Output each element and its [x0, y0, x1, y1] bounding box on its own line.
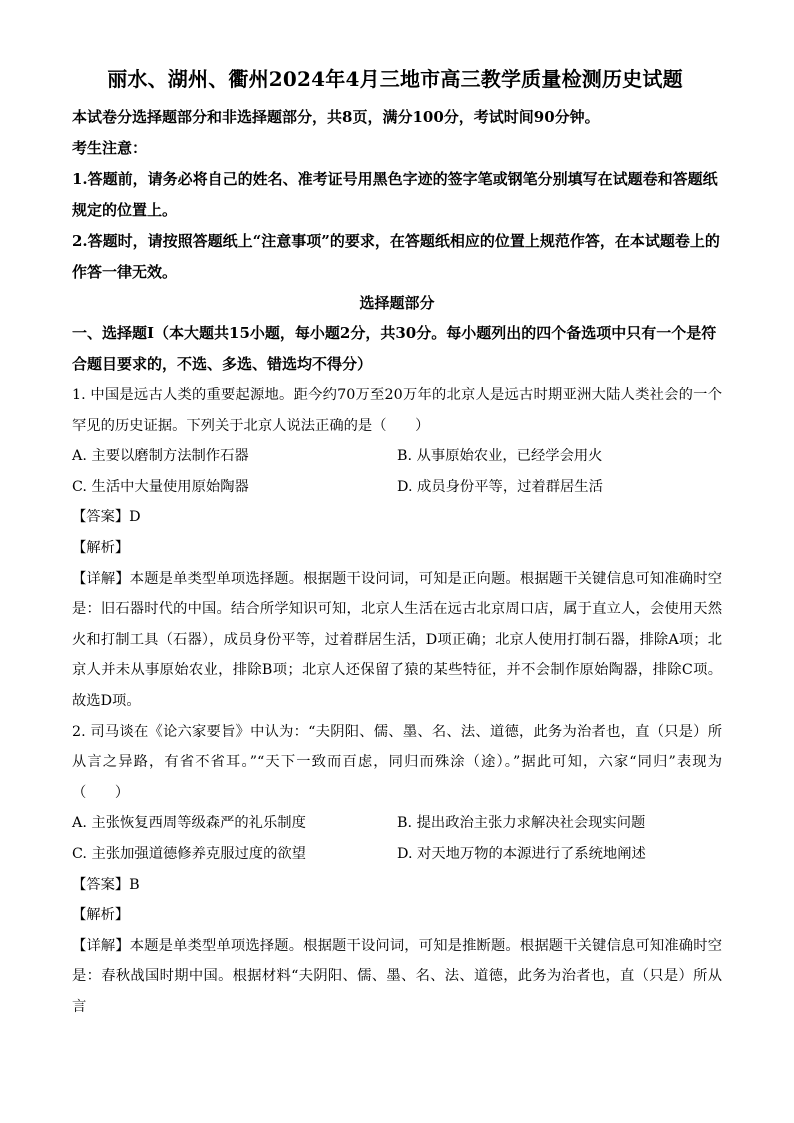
- option-d: D. 成员身份平等，过着群居生活: [397, 478, 603, 495]
- analysis-label: 【解析】: [72, 907, 130, 924]
- section-instruction: 一、选择题Ⅰ（本大题共15小题，每小题2分，共30分。每小题列出的四个备选项中只有一个是符合题目要求的，不选、多选、错选均不得分）: [72, 324, 717, 373]
- analysis-detail: 【详解】本题是单类型单项选择题。根据题干设问词，可知是推断题。根据题干关键信息可知准确时空是：春秋战国时期中国。根据材料“夫阴阳、儒、墨、名、法、道德，此务为治者也，直（只是）所从言: [72, 937, 722, 1015]
- analysis-label: 【解析】: [72, 539, 130, 556]
- exam-info: 本试卷分选择题部分和非选择题部分，共8页，满分100分，考试时间90分钟。: [72, 108, 600, 126]
- section-heading: 选择题部分: [359, 294, 435, 312]
- answer: 【答案】B: [72, 876, 140, 893]
- question-stem: 2. 司马谈在《论六家要旨》中认为：“夫阴阳、儒、墨、名、法、道德，此务为治者也，直（只是）所从言之异路，有省不省耳。”“天下一致而百虑，同归而殊涂（途）。”据此可知，六家“同归”表现为（ ）: [72, 723, 722, 801]
- question-stem: 1. 中国是远古人类的重要起源地。距今约70万至20万年的北京人是远古时期亚洲大陆人类社会的一个罕见的历史证据。下列关于北京人说法正确的是（ ）: [72, 387, 722, 434]
- answer: 【答案】D: [72, 509, 141, 526]
- notice-item-2: 2.答题时，请按照答题纸上“注意事项”的要求，在答题纸相应的位置上规范作答，在本试题卷上的作答一律无效。: [72, 232, 720, 281]
- option-list: [72, 808, 722, 869]
- option-c: C. 主张加强道德修养克服过度的欲望: [72, 845, 306, 862]
- option-list: [72, 441, 722, 502]
- option-d: D. 对天地万物的本源进行了系统地阐述: [397, 845, 646, 862]
- exam-page: [72, 66, 722, 1022]
- option-a: A. 主要以磨制方法制作石器: [72, 448, 249, 465]
- option-c: C. 生活中大量使用原始陶器: [72, 478, 249, 495]
- notice-heading: 考生注意：: [72, 139, 148, 157]
- page-title: 丽水、湖州、衢州2024年4月三地市高三教学质量检测历史试题: [107, 67, 683, 91]
- option-b: B. 从事原始农业，已经学会用火: [397, 448, 603, 465]
- question-2: [72, 717, 722, 1023]
- notice-item-1: 1.答题前，请务必将自己的姓名、准考证号用黑色字迹的签字笔或钢笔分别填写在试题卷和答题纸规定的位置上。: [72, 170, 718, 219]
- option-a: A. 主张恢复西周等级森严的礼乐制度: [72, 815, 306, 832]
- option-b: B. 提出政治主张力求解决社会现实问题: [397, 815, 646, 832]
- question-1: [72, 380, 722, 717]
- analysis-detail: 【详解】本题是单类型单项选择题。根据题干设问词，可知是正向题。根据题干关键信息可知准确时空是：旧石器时代的中国。结合所学知识可知，北京人生活在远古北京周口店，属于直立人，会使用天然火和打制工具（石器），成员身份平等，过着群居生活，D项正确；北京人使用打制石器，排除A项；北京人并未从事原始农业，排除B项；北京人还保留了猿的某些特征，并不会制作原始陶器，排除C项。故选D项。: [72, 570, 722, 709]
